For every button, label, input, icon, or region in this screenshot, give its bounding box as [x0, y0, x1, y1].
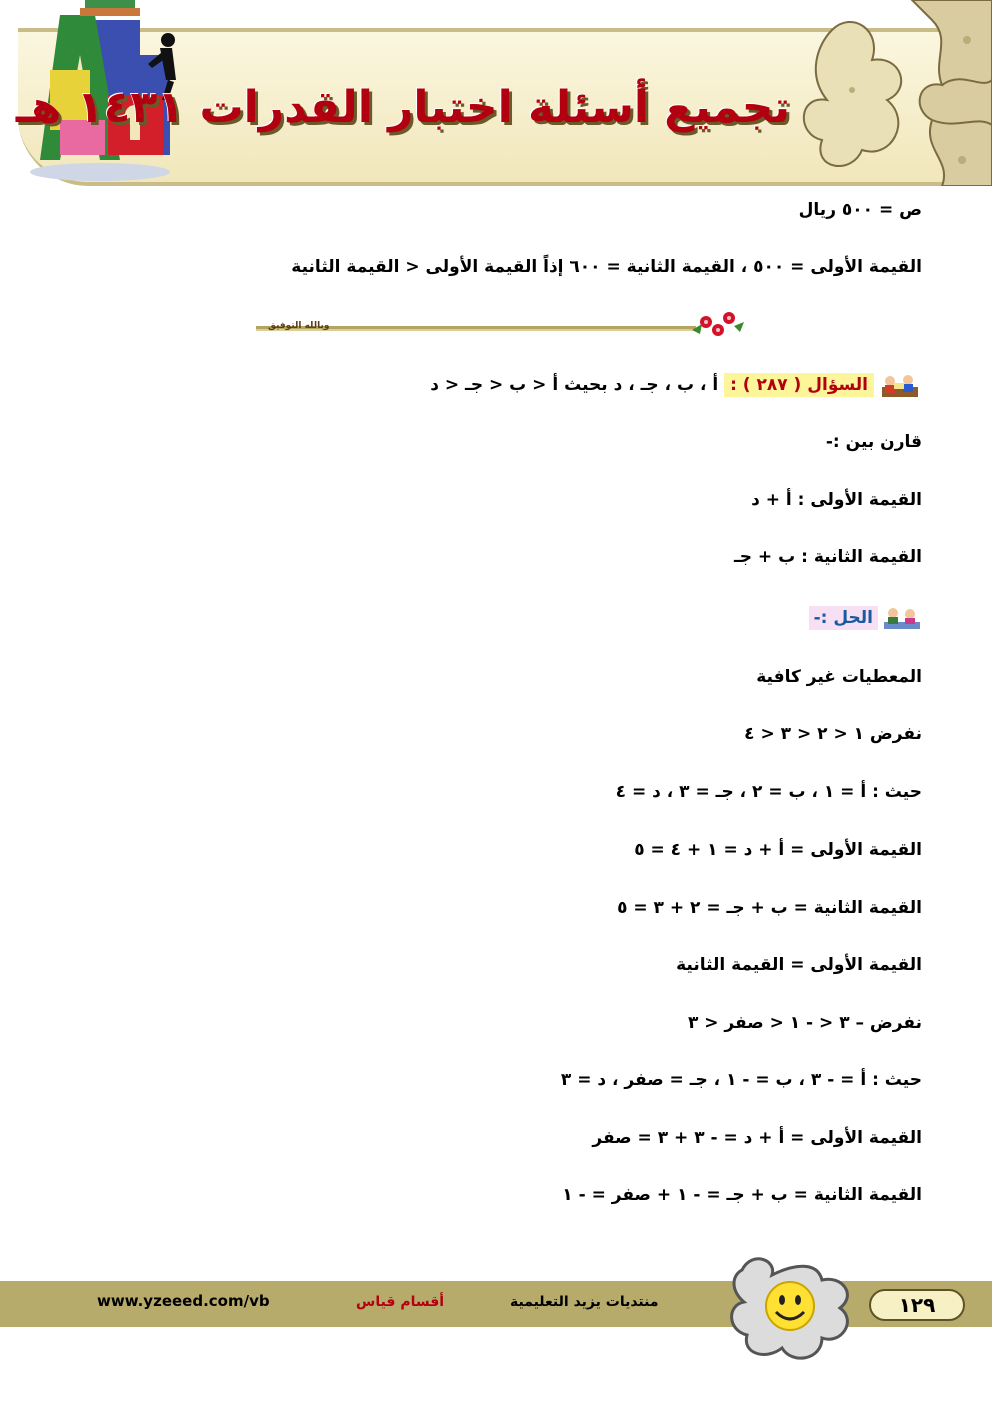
section-divider — [256, 308, 746, 342]
question-text: أ ، ب ، جـ ، د بحيث أ < ب < جـ < د — [430, 375, 725, 395]
text-line: قارن بين :- — [825, 432, 922, 452]
text-line: نفرض ١ < ٢ < ٣ < ٤ — [744, 724, 922, 744]
solution-label: الحل :- — [809, 606, 878, 630]
students-reading-icon — [878, 371, 922, 399]
footer-forum-name: منتديات يزيد التعليمية — [510, 1294, 659, 1310]
flower-divider-icon — [256, 308, 746, 342]
footer-url[interactable]: www.yzeeed.com/vb — [97, 1292, 270, 1310]
page-title: تجميع أسئلة اختبار القدرات ١٤٣١ هـ — [15, 82, 790, 133]
question-label: السؤال ( ٢٨٧ ) : — [724, 373, 874, 397]
puzzle-pieces-icon — [792, 0, 992, 186]
smiley-puzzle-icon — [722, 1240, 862, 1365]
text-line: القيمة الأولى = أ + د = - ٣ + ٣ = صفر — [592, 1128, 922, 1148]
text-line: القيمة الأولى = أ + د = ١ + ٤ = ٥ — [634, 840, 922, 860]
text-line: ص = ٥٠٠ ريال — [798, 200, 922, 220]
page-number: ١٢٩ — [869, 1289, 965, 1321]
text-line: القيمة الثانية : ب + جـ — [733, 547, 922, 567]
solution-line — [809, 605, 922, 631]
footer-section-label: أقسام قياس — [356, 1294, 445, 1310]
text-line: القيمة الأولى = القيمة الثانية — [676, 955, 922, 975]
divider-label: وبالله التوفيق — [268, 321, 330, 331]
students-studying-icon — [882, 605, 922, 631]
text-line: القيمة الأولى = ٥٠٠ ، القيمة الثانية = ٦٠٠ إذاً القيمة الأولى < القيمة الثانية — [291, 257, 922, 277]
text-line: القيمة الثانية = ب + جـ = ٢ + ٣ = ٥ — [617, 898, 922, 918]
text-line: حيث : أ = - ٣ ، ب = - ١ ، جـ = صفر ، د = ٣ — [560, 1070, 922, 1090]
text-line: نفرض – ٣ < - ١ < صفر < ٣ — [687, 1013, 922, 1033]
text-line: المعطيات غير كافية — [756, 667, 922, 687]
text-line: القيمة الثانية = ب + جـ = - ١ + صفر = - ١ — [562, 1185, 922, 1205]
text-line: حيث : أ = ١ ، ب = ٢ ، جـ = ٣ ، د = ٤ — [615, 782, 922, 802]
text-line: القيمة الأولى : أ + د — [751, 490, 922, 510]
question-line — [430, 371, 922, 399]
